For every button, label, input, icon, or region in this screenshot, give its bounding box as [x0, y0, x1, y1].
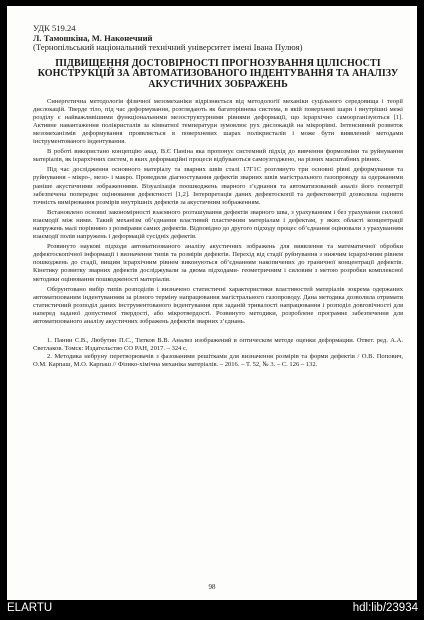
- paper-title: ПІДВИЩЕННЯ ДОСТОВІРНОСТІ ПРОГНОЗУВАННЯ ЦІЛІСНОСТІ КОНСТРУКЦІЙ ЗА АВТОМАТИЗОВАНОГО ІНДЕНТУВАННЯ ТА АНАЛІЗУ АКУСТИЧНИХ ЗОБРАЖЕНЬ: [37, 57, 399, 90]
- footer-handle-link[interactable]: hdl:lib/23934: [352, 602, 418, 614]
- reference-item: 1. Панин С.В., Любутин П.С., Титков В.В. Анализ изображений в оптическом методе оценки деформации. Ответ. ред. А.А. Светлаков. Томск: Издательство СО РАН, 2017. – 324 с.: [33, 337, 403, 353]
- document-page: [7, 6, 417, 600]
- body-paragraph: Обґрунтовано вибір типів розподілів і визначено статистичні характеристики властивостей матеріалів зокрема одержаних автоматизованим індентуванням за різного терміну напрацювання магістрального газопроводу. Дана методика дозволила отримати статистичний розподіл даних інструментованого індентування при заданій тривалості напрацювання і розподіл довговічності для наперед заданої допустимої твердості, або мікротвердості. Розвинуто методики, розроблене програмне забезпечення для автоматизованого аналізу акустичних зображень дефектів зварних з’єднань.: [33, 285, 403, 325]
- footer-repository-label: ELARTU: [7, 602, 53, 614]
- reference-item: 2. Методика небруну перетворювачів з фазованими решітками для визначення розмірів та форми дефектів / О.В. Попович, О.М. Карпаш, М.О. Карпаш // Фізико-хімічна механіка матеріалів. – 2016. – Т. 52, № 3. – С. 126 – 132.: [33, 353, 403, 369]
- udk-code: УДК 519.24: [33, 23, 76, 33]
- body-paragraph: Під час дослідження основного матеріалу та зварних швів сталі 17Г1С розглянуто три основні рівні деформування та руйнування - мікро-, мезо- і макро. Проведили діагностування дефектів зварних швів магістрального газопроводу за одержаними раніше акустичними зображеннями. Візуалізація поошкоджень зварного з’єднання та автоматизований аналіз його геометрії забезпечена попереднє оцінювання дефектності [1,2]. Інтерпретація даних дефектоскопії та дефектометрії дозволила оцінити точність вимірювання розмірів внутрішніх дефектів за акустичним зображенням.: [33, 166, 403, 206]
- authors: Л. Тамошкіна, М. Наконечний: [33, 32, 153, 43]
- body-paragraph: Синергетична методологія фізичної мезомеханіки відрізняється від методології механіки суцільного середовища і теорії дислокацій. Тверде тіло, під час деформування, розглядають як багаторівнева система, в якій поверхневі шари і внутрішні межі розділу є найважливішими функціональними мезоструктурними рівнями деформації, що ієрархічно самоорганізуються [1]. Активне навантаження полікристалів за кімнатної температури зумовлює рух дислокацій на мікрорівні. Інтенсивний розвиток мезомеханізмів деформування проявляється в поверхневих шарах полікристалів і може бути виявлений методами інструментованого індентування.: [33, 97, 403, 146]
- page-number: 98: [208, 583, 216, 591]
- body-paragraph: В роботі використано концепцію акад. В.Є Паніна яка пропонує системний підхід до вивчення формозміни та руйнування матеріалів, як ієрархічних систем, в яких деформаційні процеси відбуваються самоузгоджено, на різних масштабних рівнях.: [33, 148, 403, 164]
- reference-list: [33, 337, 403, 369]
- affiliation: (Тернопільський національний технічний університет імені Івана Пулюя): [33, 42, 303, 53]
- body-paragraph: Встановлено основні закономірності взаємного розташування дефектів зварного шва, з урахуванням і без урахування силової взаємодії між ними. Такий механізм об’єднання властивий пластичним матеріалам і дефектам, у яких області концентрації напружень малі порівняно з розмірами самих дефектів. Відповідно до другого підходу процес об’єднання оцінювали з урахуванням взаємодії полів напружень і деформацій сусідніх дефектів.: [33, 208, 403, 241]
- footer-bar: [0, 600, 424, 620]
- body-paragraph: Розвинуто наукові підходи автоматизованого аналізу акустичних зображень для виявлення та математичної обробки дефектоскопічної інформації і визначення типів та розмірів дефектів. Перехід від стадії руйнування з нижчим ієрархічним рівнем пошкоджень до стадії, вищим ієрархічним рівнем виконуються об’єднанням накопичених до граничної концентрації дефектів. Кінетику розвитку зварних дефектів досліджували за двома підходами- геометричним і силовим з метою розробки комплексної методики оцінювання пошкодженості матеріалів.: [33, 243, 403, 283]
